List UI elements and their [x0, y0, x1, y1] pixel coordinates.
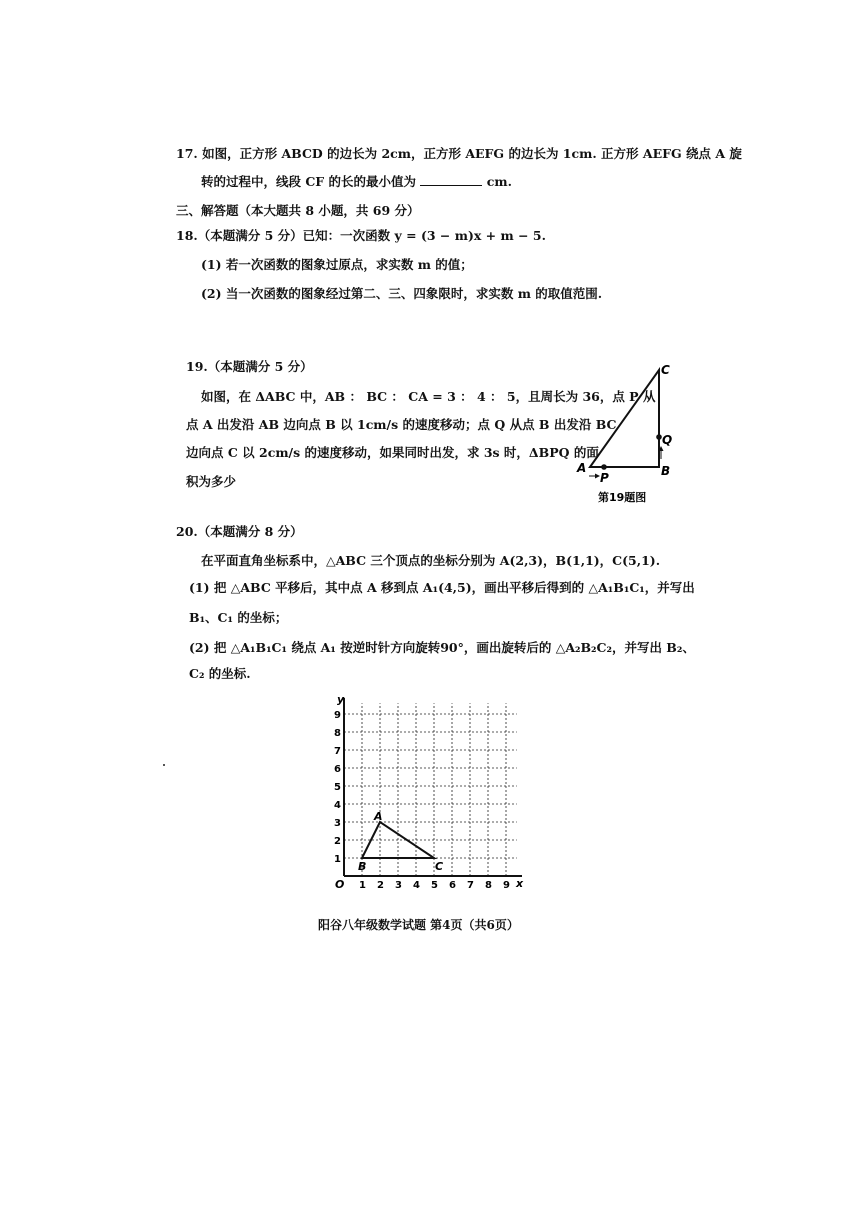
- y-tick-label: 2: [334, 836, 341, 847]
- y-axis-label: y: [337, 693, 345, 706]
- triangle-abc: [590, 370, 659, 467]
- x-tick-label: 8: [485, 880, 492, 891]
- x-tick-label: 3: [395, 880, 402, 891]
- y-tick-label: 9: [334, 710, 341, 721]
- y-tick-label: 5: [334, 782, 341, 793]
- figure-caption: 第19题图: [598, 491, 647, 504]
- q17-line2-after: cm.: [486, 174, 512, 189]
- x-axis-label: x: [516, 877, 524, 890]
- scan-speck: [163, 764, 165, 766]
- q19-heading: 19.（本题满分 5 分）: [186, 359, 313, 374]
- x-tick-label: 2: [377, 880, 384, 891]
- q19-line2: 点 A 出发沿 AB 边向点 B 以 1cm/s 的速度移动；点 Q 从点 B 出发沿 BC: [186, 417, 617, 432]
- x-tick-label: 9: [503, 880, 510, 891]
- y-tick-label: 6: [334, 764, 341, 775]
- q20-part2-a: (2) 把 △A₁B₁C₁ 绕点 A₁ 按逆时针方向旋转90°，画出旋转后的 △A₂B₂C₂，并写出 B₂、: [189, 640, 695, 655]
- q18-part1: (1) 若一次函数的图象过原点，求实数 m 的值；: [201, 257, 473, 272]
- y-tick-label: 8: [334, 728, 341, 739]
- q19-line1: 如图，在 ΔABC 中，AB ： BC ： CA = 3 ： 4 ： 5，且周长为 36，点 P 从: [201, 389, 656, 404]
- x-tick-label: 4: [413, 880, 420, 891]
- vertex-label-b: B: [358, 860, 367, 873]
- label-c: C: [661, 363, 670, 377]
- q17-answer-blank: [420, 185, 482, 186]
- q20-part2-b: C₂ 的坐标.: [189, 666, 251, 681]
- y-tick-label: 7: [334, 746, 341, 757]
- q20-coordinate-grid: [332, 690, 532, 898]
- y-tick-label: 3: [334, 818, 341, 829]
- q17-line1: 17. 如图，正方形 ABCD 的边长为 2cm，正方形 AEFG 的边长为 1cm. 正方形 AEFG 绕点 A 旋: [176, 146, 742, 161]
- grid-lines: [344, 703, 517, 876]
- page-footer: 阳谷八年级数学试题 第4页（共6页）: [318, 918, 519, 932]
- y-tick-label: 4: [334, 800, 341, 811]
- q20-part1-a: (1) 把 △ABC 平移后，其中点 A 移到点 A₁(4,5)，画出平移后得到的 △A₁B₁C₁，并写出: [189, 580, 695, 595]
- vertex-label-c: C: [435, 860, 444, 873]
- point-q-dot: [656, 434, 662, 440]
- q19-line4: 积为多少: [186, 474, 237, 489]
- point-p-dot: [601, 464, 607, 470]
- x-tick-label: 5: [431, 880, 438, 891]
- q20-part1-b: B₁、C₁ 的坐标；: [189, 610, 288, 625]
- y-tick-label: 1: [334, 854, 341, 865]
- q17-line2-before: 转的过程中，线段 CF 的长的最小值为: [201, 174, 417, 189]
- q18-part2: (2) 当一次函数的图象经过第二、三、四象限时，求实数 m 的取值范围.: [201, 286, 603, 301]
- label-b: B: [661, 464, 671, 478]
- section3-heading: 三、解答题（本大题共 8 小题，共 69 分）: [176, 203, 420, 218]
- x-tick-label: 1: [359, 880, 366, 891]
- q20-line1: 在平面直角坐标系中，△ABC 三个顶点的坐标分别为 A(2,3)，B(1,1)，C(5,1).: [201, 553, 661, 568]
- x-tick-label: 7: [467, 880, 474, 891]
- q19-line3: 边向点 C 以 2cm/s 的速度移动，如果同时出发，求 3s 时，ΔBPQ 的面: [186, 445, 599, 460]
- x-tick-label: 6: [449, 880, 456, 891]
- q20-heading: 20.（本题满分 8 分）: [176, 524, 303, 539]
- origin-label: O: [335, 878, 345, 891]
- label-q: Q: [662, 433, 673, 447]
- q17-line2: [201, 174, 512, 190]
- vertex-label-a: A: [374, 810, 383, 823]
- q18-stem: 18.（本题满分 5 分）已知：一次函数 y = (3 − m)x + m − 5.: [176, 228, 546, 243]
- q19-triangle-figure: [568, 360, 678, 510]
- label-a: A: [577, 461, 587, 475]
- label-p: P: [600, 471, 609, 485]
